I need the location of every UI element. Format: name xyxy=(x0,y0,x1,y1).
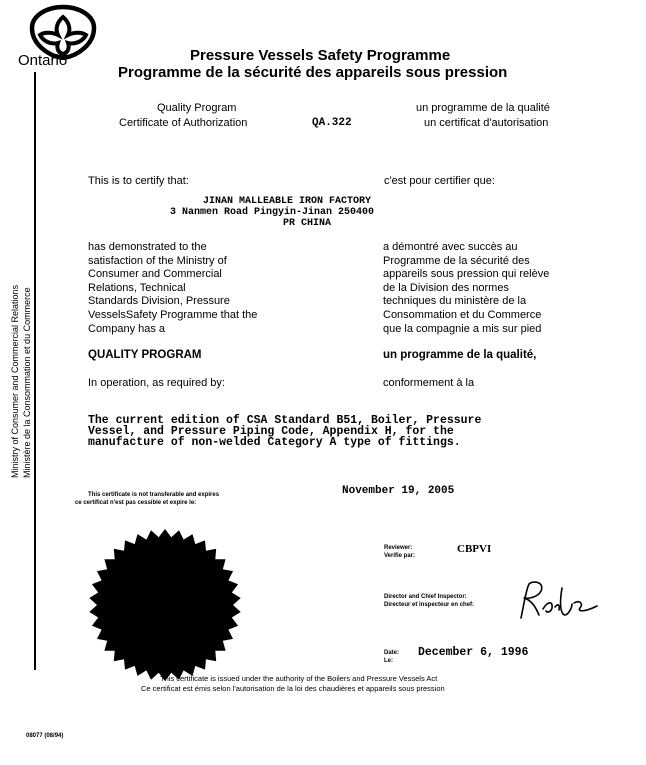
standard-line: manufacture of non-welded Category A type of fittings. xyxy=(88,436,461,449)
demonstrated-en-line: has demonstrated to the xyxy=(88,241,207,253)
ontario-wordmark: Ontario xyxy=(18,52,68,69)
demonstrated-fr-line: a démontré avec succès au xyxy=(383,241,518,253)
issue-date: December 6, 1996 xyxy=(418,646,529,659)
program-en-line1: Quality Program xyxy=(157,102,237,114)
reviewer-label-fr: Verifie par: xyxy=(384,553,416,559)
demonstrated-fr xyxy=(383,241,549,336)
company-name: JINAN MALLEABLE IRON FACTORY xyxy=(203,196,372,207)
operation-en: In operation, as required by: xyxy=(88,377,225,389)
director-signature xyxy=(505,578,610,622)
margin-rule xyxy=(34,72,36,670)
certify-fr: c'est pour certifier que: xyxy=(384,175,495,187)
demonstrated-en-line: VesselsSafety Programme that the xyxy=(88,308,258,321)
demonstrated-fr-line: que la compagnie a mis sur pied xyxy=(383,322,542,335)
demonstrated-en xyxy=(88,241,257,336)
quality-program-fr: un programme de la qualité, xyxy=(383,349,537,361)
certificate-number: QA.322 xyxy=(312,117,352,129)
demonstrated-fr-line: de la Division des normes xyxy=(383,281,509,294)
standard-text xyxy=(88,415,481,448)
ministry-name-en: Ministry of Consumer and Commercial Relations xyxy=(10,284,20,478)
demonstrated-en-line: Consumer and Commercial xyxy=(88,268,222,281)
date-label-fr: Le: xyxy=(384,658,393,664)
reviewer-value: CBPVI xyxy=(457,543,492,555)
director-label-en: Director and Chief Inspector: xyxy=(384,594,467,600)
demonstrated-en-line: Relations, Technical xyxy=(88,281,186,294)
title-fr: Programme de la sécurité des appareils sous pression xyxy=(118,64,508,81)
quality-program-en: QUALITY PROGRAM xyxy=(88,349,202,361)
standard-line: The current edition of CSA Standard B51, Boiler, Pressure xyxy=(88,414,482,427)
demonstrated-fr-line: appareils sous pression qui relève xyxy=(383,268,550,281)
program-fr-line1: un programme de la qualité xyxy=(416,102,550,114)
demonstrated-fr-line: Consommation et du Commerce xyxy=(383,308,542,321)
director-label-fr: Directeur et inspecteur en chef: xyxy=(384,602,475,608)
demonstrated-fr-line: Programme de la sécurité des xyxy=(383,254,530,267)
demonstrated-en-line: Standards Division, Pressure xyxy=(88,295,230,308)
date-label-en: Date: xyxy=(384,650,400,656)
title-en: Pressure Vessels Safety Programme xyxy=(190,47,451,64)
form-number: 08077 (08/94) xyxy=(26,733,64,739)
operation-fr: conformement à la xyxy=(383,377,475,389)
reviewer-label-en: Reviewer: xyxy=(384,545,413,551)
demonstrated-en-line: Company has a xyxy=(88,322,166,335)
expiry-date: November 19, 2005 xyxy=(342,485,455,497)
footer-authority-en: This certificate is issued under the authority of the Boilers and Pressure Vessels Act xyxy=(160,674,438,683)
embossed-seal xyxy=(88,528,242,682)
program-fr-line2: un certificat d'autorisation xyxy=(424,117,549,129)
footer-authority-fr: Ce certificat est émis selon l'autorisation de la loi des chaudières et appareils sous pression xyxy=(141,684,445,693)
ministry-name-fr: Ministère de la Consommation et du Commerce xyxy=(22,287,32,478)
demonstrated-fr-line: techniques du ministère de la xyxy=(383,295,527,308)
expiry-note-en: This certificate is not transferable and expires xyxy=(88,492,220,498)
expiry-note-fr: ce certificat n'est pas cessible et expire le: xyxy=(75,500,197,506)
demonstrated-en-line: satisfaction of the Ministry of xyxy=(88,254,227,267)
company-address: 3 Nanmen Road Pingyin-Jinan 250400 xyxy=(170,207,375,218)
company-country: PR CHINA xyxy=(283,218,332,229)
standard-line: Vessel, and Pressure Piping Code, Appendix H, for the xyxy=(88,425,454,438)
certify-en: This is to certify that: xyxy=(88,175,189,187)
program-en-line2: Certificate of Authorization xyxy=(119,117,248,129)
